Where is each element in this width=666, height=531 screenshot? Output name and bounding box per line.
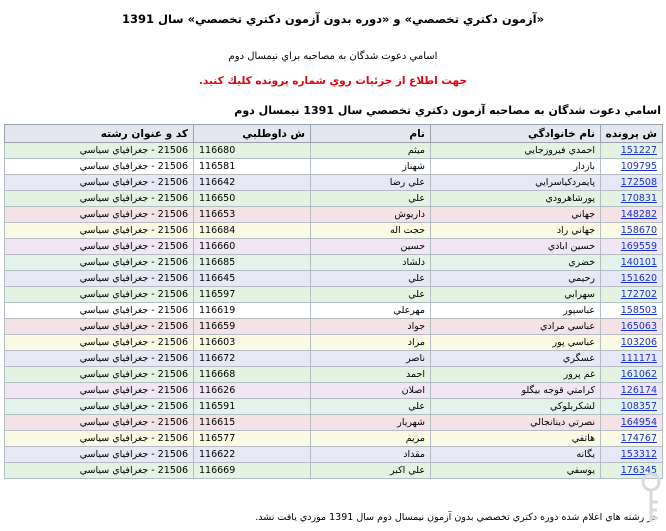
last-name-cell: يگانه <box>431 447 601 463</box>
last-name-cell: نصرتي دينانجالي <box>431 415 601 431</box>
file-number-cell <box>601 175 663 191</box>
file-number-cell <box>601 303 663 319</box>
field-cell: 21506 - جغرافياي سياسي <box>5 143 194 159</box>
table-header-row <box>5 125 663 143</box>
first-name-cell: علي <box>311 191 431 207</box>
first-name-cell: علي <box>311 271 431 287</box>
applicant-number-cell: 116619 <box>194 303 311 319</box>
col-header-first-name: نام <box>311 125 431 143</box>
last-name-cell: عباسي مرادي <box>431 319 601 335</box>
file-number-cell <box>601 319 663 335</box>
file-number-link[interactable]: 158503 <box>620 305 657 316</box>
field-cell: 21506 - جغرافياي سياسي <box>5 463 194 479</box>
field-cell: 21506 - جغرافياي سياسي <box>5 447 194 463</box>
table-row <box>5 239 663 255</box>
table-row <box>5 335 663 351</box>
last-name-cell: خضري <box>431 255 601 271</box>
field-cell: 21506 - جغرافياي سياسي <box>5 223 194 239</box>
file-number-cell <box>601 223 663 239</box>
file-number-link[interactable]: 161062 <box>620 369 657 380</box>
last-name-cell: رحيمي <box>431 271 601 287</box>
field-cell: 21506 - جغرافياي سياسي <box>5 271 194 287</box>
table-row <box>5 143 663 159</box>
applicant-number-cell: 116645 <box>194 271 311 287</box>
first-name-cell: مهرعلي <box>311 303 431 319</box>
file-number-link[interactable]: 174767 <box>620 433 657 444</box>
file-number-cell <box>601 271 663 287</box>
first-name-cell: علي اكبر <box>311 463 431 479</box>
last-name-cell: كرامتي قوجه بيگلو <box>431 383 601 399</box>
table-row <box>5 175 663 191</box>
table-row <box>5 255 663 271</box>
last-name-cell: جهاني راد <box>431 223 601 239</box>
first-name-cell: جواد <box>311 319 431 335</box>
applicant-number-cell: 116581 <box>194 159 311 175</box>
file-number-cell <box>601 159 663 175</box>
field-cell: 21506 - جغرافياي سياسي <box>5 255 194 271</box>
first-name-cell: ميثم <box>311 143 431 159</box>
applicant-number-cell: 116622 <box>194 447 311 463</box>
applicant-number-cell: 116672 <box>194 351 311 367</box>
file-number-link[interactable]: 140101 <box>620 257 657 268</box>
applicant-number-cell: 116668 <box>194 367 311 383</box>
file-number-link[interactable]: 103206 <box>620 337 657 348</box>
table-row <box>5 287 663 303</box>
table-row <box>5 415 663 431</box>
file-number-cell <box>601 431 663 447</box>
col-header-file: ش پرونده <box>601 125 663 143</box>
table-row <box>5 431 663 447</box>
file-number-cell <box>601 351 663 367</box>
file-number-cell <box>601 239 663 255</box>
field-cell: 21506 - جغرافياي سياسي <box>5 319 194 335</box>
file-number-cell <box>601 447 663 463</box>
file-number-link[interactable]: 169559 <box>620 241 657 252</box>
table-row <box>5 159 663 175</box>
first-name-cell: مقداد <box>311 447 431 463</box>
file-number-cell <box>601 383 663 399</box>
candidates-table <box>4 124 663 479</box>
file-number-link[interactable]: 153312 <box>620 449 657 460</box>
file-number-link[interactable]: 176345 <box>620 465 657 476</box>
applicant-number-cell: 116642 <box>194 175 311 191</box>
table-caption: اسامي دعوت شدگان به مصاحبه آزمون دكتري تخصصي سال 1391 نيمسال دوم <box>234 104 661 117</box>
file-number-link[interactable]: 108357 <box>620 401 657 412</box>
page-subtitle: اسامي دعوت شدگان به مصاحبه براي نيمسال دوم <box>228 51 438 62</box>
first-name-cell: شهريار <box>311 415 431 431</box>
file-number-link[interactable]: 172702 <box>620 289 657 300</box>
first-name-cell: شهناز <box>311 159 431 175</box>
file-number-link[interactable]: 158670 <box>620 225 657 236</box>
field-cell: 21506 - جغرافياي سياسي <box>5 399 194 415</box>
field-cell: 21506 - جغرافياي سياسي <box>5 303 194 319</box>
file-number-link[interactable]: 151227 <box>620 145 657 156</box>
file-number-link[interactable]: 126174 <box>620 385 657 396</box>
file-number-cell <box>601 367 663 383</box>
last-name-cell: عسگري <box>431 351 601 367</box>
file-number-cell <box>601 287 663 303</box>
last-name-cell: غم پرور <box>431 367 601 383</box>
last-name-cell: احمدي فيروزجايي <box>431 143 601 159</box>
applicant-number-cell: 116603 <box>194 335 311 351</box>
last-name-cell: پورشاهرودي <box>431 191 601 207</box>
footer-note: در رشته هاي اعلام شده دوره دكتري تخصصي بدون آزمون نيمسال دوم سال 1391 موردي يافت نشد. <box>255 512 656 523</box>
col-header-last-name: نام خانوادگي <box>431 125 601 143</box>
field-cell: 21506 - جغرافياي سياسي <box>5 383 194 399</box>
last-name-cell: لشكربلوكي <box>431 399 601 415</box>
field-cell: 21506 - جغرافياي سياسي <box>5 431 194 447</box>
page-title: «آزمون دكتري تخصصي» و «دوره بدون آزمون دكتري تخصصي» سال 1391 <box>121 12 545 26</box>
file-number-cell <box>601 191 663 207</box>
field-cell: 21506 - جغرافياي سياسي <box>5 239 194 255</box>
first-name-cell: مراد <box>311 335 431 351</box>
table-row <box>5 447 663 463</box>
file-number-link[interactable]: 170831 <box>620 193 657 204</box>
table-row <box>5 207 663 223</box>
file-number-link[interactable]: 164954 <box>620 417 657 428</box>
table-row <box>5 399 663 415</box>
file-number-cell <box>601 399 663 415</box>
last-name-cell: جهاني <box>431 207 601 223</box>
first-name-cell: اصلان <box>311 383 431 399</box>
file-number-cell <box>601 143 663 159</box>
table-body <box>5 143 663 479</box>
last-name-cell: سهرابي <box>431 287 601 303</box>
col-header-field: كد و عنوان رشته <box>5 125 194 143</box>
table-row <box>5 271 663 287</box>
first-name-cell: علي <box>311 287 431 303</box>
first-name-cell: احمد <box>311 367 431 383</box>
applicant-number-cell: 116577 <box>194 431 311 447</box>
applicant-number-cell: 116653 <box>194 207 311 223</box>
table-row <box>5 463 663 479</box>
file-number-link[interactable]: 151620 <box>620 273 657 284</box>
click-notice: جهت اطلاع از جزئيات روي شماره پرونده كليك كنيد. <box>198 75 468 87</box>
first-name-cell: مريم <box>311 431 431 447</box>
col-header-applicant-no: ش داوطلبي <box>194 125 311 143</box>
file-number-cell <box>601 415 663 431</box>
first-name-cell: داريوش <box>311 207 431 223</box>
applicant-number-cell: 116669 <box>194 463 311 479</box>
applicant-number-cell: 116684 <box>194 223 311 239</box>
field-cell: 21506 - جغرافياي سياسي <box>5 367 194 383</box>
key-watermark-icon <box>638 472 664 528</box>
last-name-cell: بازدار <box>431 159 601 175</box>
applicant-number-cell: 116685 <box>194 255 311 271</box>
applicant-number-cell: 116626 <box>194 383 311 399</box>
applicant-number-cell: 116660 <box>194 239 311 255</box>
last-name-cell: عباسي پور <box>431 335 601 351</box>
last-name-cell: عباسپور <box>431 303 601 319</box>
applicant-number-cell: 116650 <box>194 191 311 207</box>
table-row <box>5 383 663 399</box>
table-row <box>5 223 663 239</box>
first-name-cell: علي رضا <box>311 175 431 191</box>
table-row <box>5 367 663 383</box>
field-cell: 21506 - جغرافياي سياسي <box>5 191 194 207</box>
file-number-link[interactable]: 172508 <box>620 177 657 188</box>
applicant-number-cell: 116659 <box>194 319 311 335</box>
field-cell: 21506 - جغرافياي سياسي <box>5 335 194 351</box>
file-number-cell <box>601 255 663 271</box>
table-row <box>5 351 663 367</box>
applicant-number-cell: 116615 <box>194 415 311 431</box>
first-name-cell: دلشاد <box>311 255 431 271</box>
applicant-number-cell: 116597 <box>194 287 311 303</box>
file-number-link[interactable]: 109795 <box>620 161 657 172</box>
first-name-cell: علي <box>311 399 431 415</box>
field-cell: 21506 - جغرافياي سياسي <box>5 287 194 303</box>
file-number-cell <box>601 335 663 351</box>
table-row <box>5 191 663 207</box>
applicant-number-cell: 116591 <box>194 399 311 415</box>
field-cell: 21506 - جغرافياي سياسي <box>5 159 194 175</box>
file-number-link[interactable]: 165063 <box>620 321 657 332</box>
first-name-cell: ناصر <box>311 351 431 367</box>
file-number-cell <box>601 207 663 223</box>
field-cell: 21506 - جغرافياي سياسي <box>5 351 194 367</box>
last-name-cell: يوسفي <box>431 463 601 479</box>
first-name-cell: حجت اله <box>311 223 431 239</box>
last-name-cell: هاتفي <box>431 431 601 447</box>
first-name-cell: حسين <box>311 239 431 255</box>
table-row <box>5 303 663 319</box>
field-cell: 21506 - جغرافياي سياسي <box>5 207 194 223</box>
field-cell: 21506 - جغرافياي سياسي <box>5 175 194 191</box>
file-number-link[interactable]: 148282 <box>620 209 657 220</box>
field-cell: 21506 - جغرافياي سياسي <box>5 415 194 431</box>
last-name-cell: پايمردكياسرايي <box>431 175 601 191</box>
last-name-cell: حسين ابادي <box>431 239 601 255</box>
file-number-link[interactable]: 111171 <box>620 353 657 364</box>
applicant-number-cell: 116680 <box>194 143 311 159</box>
table-row <box>5 319 663 335</box>
